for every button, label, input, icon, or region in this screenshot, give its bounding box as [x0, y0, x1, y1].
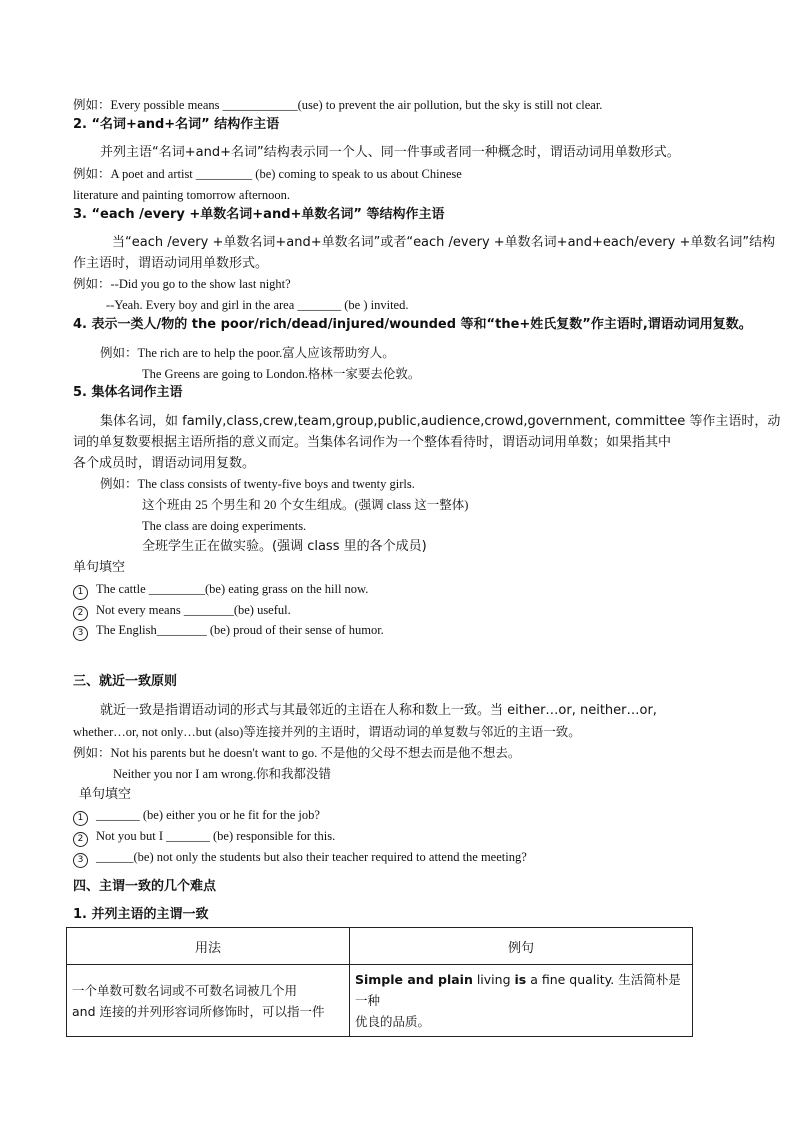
- exercise-text: ______(be) not only the students but also their teacher required to attend the meeting?: [96, 850, 527, 864]
- heading-2: 2. “名词+and+名词” 结构作主语: [73, 117, 280, 132]
- example-line: 例如：A poet and artist _________ (be) coming to speak to us about Chinese: [73, 167, 462, 181]
- cell-line: 优良的品质。: [355, 1014, 431, 1029]
- number-circle: 3: [73, 853, 88, 868]
- exercise-text: Not every means ________(be) useful.: [96, 603, 291, 617]
- paragraph: 就近一致是指谓语动词的形式与其最邻近的主语在人称和数上一致。当 either…or, neither…or,: [100, 703, 657, 718]
- table-cell-usage: [67, 965, 350, 1037]
- number-circle: 2: [73, 832, 88, 847]
- table-cell-example: [350, 965, 693, 1037]
- table-header-example: 例句: [350, 928, 693, 965]
- usage-table: [66, 927, 693, 1037]
- number-circle: 1: [73, 811, 88, 826]
- table-header-row: [67, 928, 693, 965]
- example-line: --Yeah. Every boy and girl in the area _______ (be ) invited.: [106, 298, 409, 312]
- exercise-item: [73, 806, 320, 826]
- example-line: 例如：The class consists of twenty-five boys and twenty girls.: [100, 477, 415, 491]
- bold-phrase: Simple and plain: [355, 972, 473, 987]
- example-line: 全班学生正在做实验。(强调 class 里的各个成员): [142, 539, 427, 554]
- exercise-text: _______ (be) either you or he fit for the job?: [96, 808, 320, 822]
- number-circle: 3: [73, 626, 88, 641]
- paragraph: whether…or, not only…but (also)等连接并列的主语时，谓语动词的单复数与邻近的主语一致。: [73, 725, 581, 739]
- cell-text: a fine quality. 生活简朴是一种: [355, 972, 681, 1008]
- section-4-title: 四、主谓一致的几个难点: [73, 879, 217, 894]
- heading-4: 4. 表示一类人/物的 the poor/rich/dead/injured/wounded 等和“the+姓氏复数”作主语时,谓语动词用复数。: [73, 317, 752, 332]
- exercise-text: The English________ (be) proud of their sense of humor.: [96, 623, 384, 637]
- example-line: literature and painting tomorrow afternoon.: [73, 188, 290, 202]
- example-line: Neither you nor I am wrong.你和我都没错: [113, 767, 332, 781]
- exercise-title: 单句填空: [73, 560, 126, 575]
- heading-3: 3. “each /every +单数名词+and+单数名词” 等结构作主语: [73, 207, 445, 222]
- section-3-title: 三、就近一致原则: [73, 674, 178, 689]
- paragraph: 并列主语“名词+and+名词”结构表示同一个人、同一件事或者同一种概念时，谓语动词用单数形式。: [100, 145, 680, 160]
- table-header-usage: 用法: [67, 928, 350, 965]
- exercise-title: 单句填空: [79, 787, 132, 802]
- cell-line: 一个单数可数名词或不可数名词被几个用: [72, 982, 298, 998]
- paragraph: 当“each /every +单数名词+and+单数名词”或者“each /every +单数名词+and+each/every +单数名词”结构: [112, 235, 776, 250]
- example-line: The class are doing experiments.: [142, 519, 307, 533]
- example-line: 例如：--Did you go to the show last night?: [73, 277, 291, 291]
- paragraph: 集体名词，如 family,class,crew,team,group,public,audience,crowd,government, committee 等作主语时，动: [100, 414, 781, 429]
- exercise-item: [73, 827, 335, 847]
- example-line: 这个班由 25 个男生和 20 个女生组成。(强调 class 这一整体): [142, 498, 469, 512]
- example-line: 例如：Not his parents but he doesn't want to go. 不是他的父母不想去而是他不想去。: [73, 746, 521, 760]
- exercise-text: Not you but I _______ (be) responsible for this.: [96, 829, 336, 843]
- exercise-item: [73, 580, 368, 600]
- heading-5: 5. 集体名词作主语: [73, 385, 183, 400]
- number-circle: 1: [73, 585, 88, 600]
- exercise-item: [73, 848, 527, 868]
- example-line: 例如：Every possible means ____________(use) to prevent the air pollution, but the sky is still not clear.: [73, 98, 603, 112]
- number-circle: 2: [73, 606, 88, 621]
- exercise-text: The cattle _________(be) eating grass on the hill now.: [96, 582, 369, 596]
- table-row: [67, 965, 693, 1037]
- example-line: The Greens are going to London.格林一家要去伦敦。: [142, 367, 421, 381]
- paragraph: 作主语时，谓语动词用单数形式。: [73, 256, 269, 271]
- section-4-subtitle: 1. 并列主语的主谓一致: [73, 907, 209, 922]
- exercise-item: [73, 601, 291, 621]
- example-line: 例如：The rich are to help the poor.富人应该帮助穷人。: [100, 346, 395, 360]
- paragraph: 词的单复数要根据主语所指的意义而定。当集体名词作为一个整体看待时，谓语动词用单数；如果指其中: [73, 435, 672, 450]
- cell-text: living: [472, 972, 515, 987]
- cell-line: and 连接的并列形容词所修饰时，可以指一件: [72, 1003, 325, 1019]
- bold-verb: is: [514, 972, 527, 987]
- paragraph: 各个成员时，谓语动词用复数。: [73, 456, 256, 471]
- exercise-item: [73, 621, 384, 641]
